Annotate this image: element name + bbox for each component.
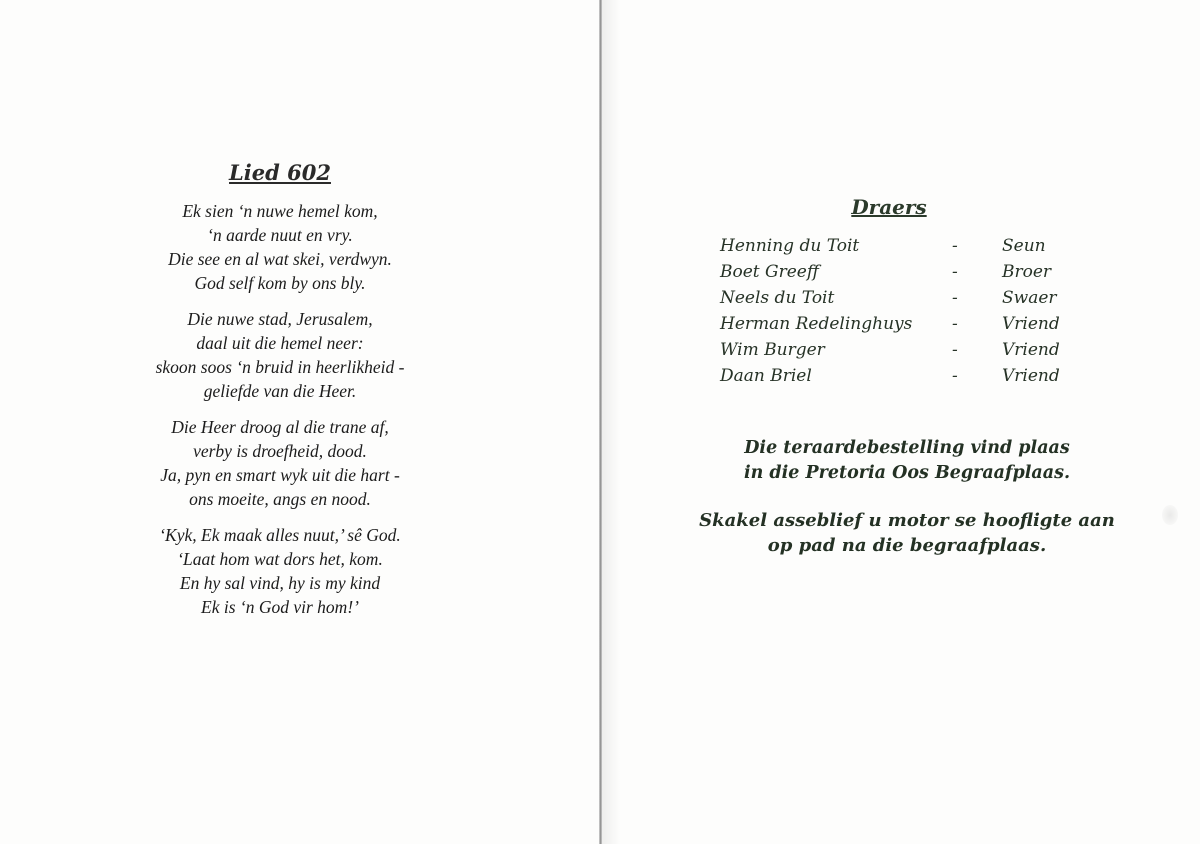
hymn-line: ons moeite, angs en nood. (189, 489, 371, 509)
bearer-row (720, 262, 1070, 288)
notice-line: Die teraardebestelling vind plaas (744, 438, 1070, 458)
bearer-row (720, 340, 1070, 366)
hymn-line: Die nuwe stad, Jerusalem, (187, 309, 373, 329)
bearer-name: Henning du Toit (720, 236, 860, 256)
bearer-dash: - (952, 340, 958, 360)
bearer-name: Herman Redelinghuys (720, 314, 913, 334)
hymn-stanza-2 (110, 307, 450, 403)
hymn-stanza-4 (110, 523, 450, 619)
hymn-line: Ek sien ‘n nuwe hemel kom, (182, 201, 378, 221)
bearer-row (720, 288, 1070, 314)
headlights-notice (672, 508, 1142, 558)
bearer-dash: - (952, 366, 958, 386)
hymn-line: En hy sal vind, hy is my kind (179, 573, 381, 593)
hymn (110, 160, 450, 631)
bearer-relation: Vriend (1002, 340, 1060, 360)
bearer-row (720, 236, 1070, 262)
hymn-title: Lied 602 (229, 160, 331, 185)
bearer-relation: Vriend (1002, 314, 1060, 334)
bearer-name: Neels du Toit (720, 288, 835, 308)
bearer-name: Wim Burger (720, 340, 825, 360)
notice-line: in die Pretoria Oos Begraafplaas. (743, 463, 1071, 483)
hymn-line: skoon soos ‘n bruid in heerlikheid - (155, 357, 405, 377)
bearers-title: Draers (851, 195, 927, 219)
bearer-relation: Broer (1002, 262, 1052, 282)
notice-line: op pad na die begraafplaas. (767, 535, 1047, 556)
bearer-dash: - (952, 288, 958, 308)
bearer-row (720, 314, 1070, 340)
hymn-line: ‘Laat hom wat dors het, kom. (177, 549, 383, 569)
paper-smudge (1162, 505, 1178, 525)
left-page (0, 0, 599, 844)
right-page (602, 0, 1200, 844)
bearer-dash: - (952, 314, 958, 334)
hymn-line: Die see en al wat skei, verdwyn. (168, 249, 392, 269)
bearer-dash: - (952, 236, 958, 256)
hymn-line: Die Heer droog al die trane af, (171, 417, 389, 437)
hymn-stanza-1 (110, 199, 450, 295)
burial-notice (672, 436, 1142, 486)
hymn-stanza-3 (110, 415, 450, 511)
bearer-relation: Swaer (1002, 288, 1057, 308)
hymn-line: ‘n aarde nuut en vry. (207, 225, 353, 245)
bearer-name: Boet Greeff (720, 262, 819, 282)
bearer-relation: Vriend (1002, 366, 1060, 386)
bearer-relation: Seun (1002, 236, 1046, 256)
hymn-line: God self kom by ons bly. (194, 273, 366, 293)
hymn-line: verby is droefheid, dood. (193, 441, 367, 461)
hymn-line: ‘Kyk, Ek maak alles nuut,’ sê God. (159, 525, 401, 545)
notice-line: Skakel asseblief u motor se hoofligte aan (699, 510, 1115, 531)
hymn-line: daal uit die hemel neer: (196, 333, 364, 353)
bearers-list (720, 236, 1070, 392)
bearer-name: Daan Briel (720, 366, 812, 386)
hymn-line: Ja, pyn en smart wyk uit die hart - (160, 465, 400, 485)
bearer-dash: - (952, 262, 958, 282)
hymn-line: Ek is ‘n God vir hom!’ (201, 597, 359, 617)
hymn-line: geliefde van die Heer. (203, 381, 357, 401)
bearer-row (720, 366, 1070, 392)
